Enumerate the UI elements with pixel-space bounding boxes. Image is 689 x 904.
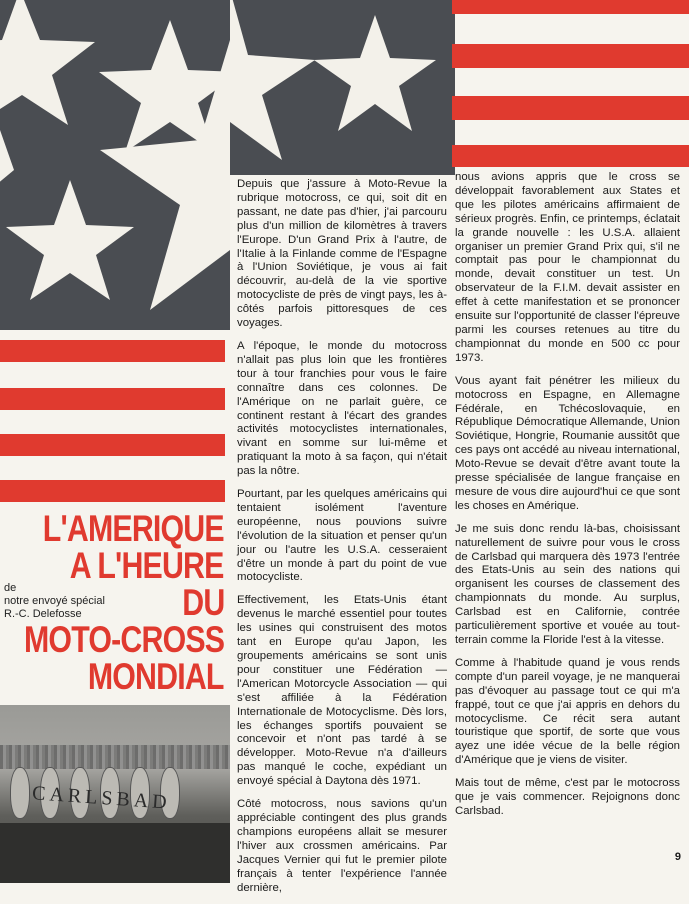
- byline: [4, 582, 105, 621]
- paragraph: A l'époque, le monde du motocross n'allait pas plus loin que les frontières tour à tour franchies pour vous le faire connaître dans ces colonnes. De l'Amérique on ne parlait guère, ce continent restant à l'écart des grandes activités motocyclistes internationales, vivant en somme sur lui-même et pratiquant la moto à sa façon, qui n'était pas la nôtre.: [237, 339, 447, 478]
- paragraph: Comme à l'habitude quand je vous rends compte d'un pareil voyage, je ne manquerai pas d'évoquer au passage tout ce qui m'a frappé, tout ce que j'ai appris en dehors du motocyclisme. Ce récit sera autant touristique que sportif, de sorte que vous ayez une idée vécue de la belle région d'Amérique que je viens de visiter.: [455, 656, 680, 767]
- star-shape: [314, 15, 436, 131]
- star-shape: [230, 0, 315, 160]
- flag-canton: [0, 0, 230, 330]
- flag-stripe: [452, 44, 689, 68]
- paragraph: Effectivement, les Etats-Unis étant devenus le marché essentiel pour toutes les usines qui construisent des motos tant en Europe qu'au Japon, les groupements américains se sont unis pour constituer une Fédération — l'American Motorcycle Association — qui s'est affiliée à la Fédération Internationale de Motocyclisme. Dès lors, les échanges sportifs pouvaient se concevoir et n'ont pas tardé à se développer. Moto-Revue n'a d'ailleurs pas manqué le coche, expédiant un envoyé spécial à Daytona dès 1971.: [237, 594, 447, 788]
- photo-sign: [10, 767, 30, 819]
- article-title: [0, 510, 230, 705]
- flag-stripe: [0, 434, 225, 456]
- title-line: A L'HEURE: [70, 545, 224, 586]
- parade-photo: [0, 705, 230, 883]
- byline-line: R.-C. Delefosse: [4, 608, 82, 620]
- flag-stripe: [0, 480, 225, 502]
- paragraph: Côté motocross, nous savions qu'un appréciable contingent des plus grands champions européens allait se mesurer l'hiver aux crossmen américains. Par Jacques Vernier qui fut le premier pilote français à tenter l'expérience l'année dernière,: [237, 798, 447, 894]
- title-line: MOTO-CROSS: [23, 619, 224, 660]
- photo-crowd: [0, 745, 230, 769]
- paragraph: Vous ayant fait pénétrer les milieux du motocross en Espagne, en Allemagne Fédérale, en Tchécoslovaquie, en République Démocratique Allemande, Union Soviétique, Hongrie, Roumanie aussitôt que ces pays ont accédé au niveau international, Moto-Revue se devait d'être avant toute la presse spécialisée de langue française en mesure de vous dire aujourd'hui ce que sont les choses en Amérique.: [455, 374, 680, 512]
- star-shape: [6, 180, 134, 300]
- article-column-middle: [237, 178, 447, 904]
- star-shape: [0, 130, 14, 190]
- paragraph: Depuis que j'assure à Moto-Revue la rubrique motocross, ce qui, soit dit en passant, ne date pas d'hier, j'ai parcouru plus d'un million de kilomètres à travers l'Europe. D'un Grand Prix à l'autre, de l'Italie à la Finlande comme de l'Espagne à l'Union Soviétique, je vous ai fait découvrir, au-delà de la vie sportive motocycliste de près de vingt pays, les à-côtés parfois pittoresques de ces voyages.: [237, 178, 447, 330]
- paragraph: Pourtant, par les quelques américains qui tentaient isolément l'aventure européenne, nous pouvions suivre l'évolution de la situation et penser qu'un jour ou l'autre les U.S.A. cesseraient d'être un monde à part du point de vue motocycliste.: [237, 488, 447, 584]
- flag-stripe: [452, 0, 689, 14]
- paragraph: Mais tout de même, c'est par le motocross que je vais commencer. Rejoignons donc Carlsbad.: [455, 777, 680, 817]
- flag-stripe: [0, 388, 225, 410]
- star-shape: [0, 0, 95, 125]
- byline-line: de: [4, 582, 17, 594]
- flag-canton-extension: [230, 0, 455, 175]
- flag-stripe: [452, 145, 689, 167]
- page-number: 9: [674, 851, 681, 863]
- title-line: L'AMERIQUE: [42, 508, 224, 549]
- flag-stars-extension: [230, 0, 455, 175]
- flag-stars: [0, 0, 230, 330]
- flag-stripe: [452, 96, 689, 120]
- flag-stripe: [0, 340, 225, 362]
- paragraph: nous avions appris que le cross se développait favorablement aux States et que les pilotes américains affirmaient de sérieux progrès. Enfin, ce printemps, éclatait la grande nouvelle : les U.S.A. allaient organiser un premier Grand Prix qui, s'il ne comptait pas pour le championnat du monde, devait constituer un test. Un observateur de la F.I.M. devait assister en effet à cette manifestation et se prononcer ensuite sur l'opportunité de classer l'épreuve parmi les courses retenues au titre du championnat du monde en 500 cc pour 1973.: [455, 171, 680, 364]
- paragraph: Je me suis donc rendu là-bas, choisissant naturellement de suivre pour vous le cross de Carlsbad qui marquera dès 1973 l'entrée des Etats-Unis au sein des nations qui organisent les courses de classement des championnats du monde. Au surplus, Carlsbad est en Californie, contrée particulièrement sportive et vouée au tout-terrain comme la Floride l'est à la vitesse.: [455, 522, 680, 646]
- article-column-right: [455, 171, 680, 828]
- title-line: MONDIAL: [88, 656, 224, 697]
- title-line: DU: [181, 582, 224, 623]
- photo-banner-text: CARLSBAD: [31, 782, 172, 814]
- byline-line: notre envoyé spécial: [4, 595, 105, 607]
- photo-ground: [0, 823, 230, 883]
